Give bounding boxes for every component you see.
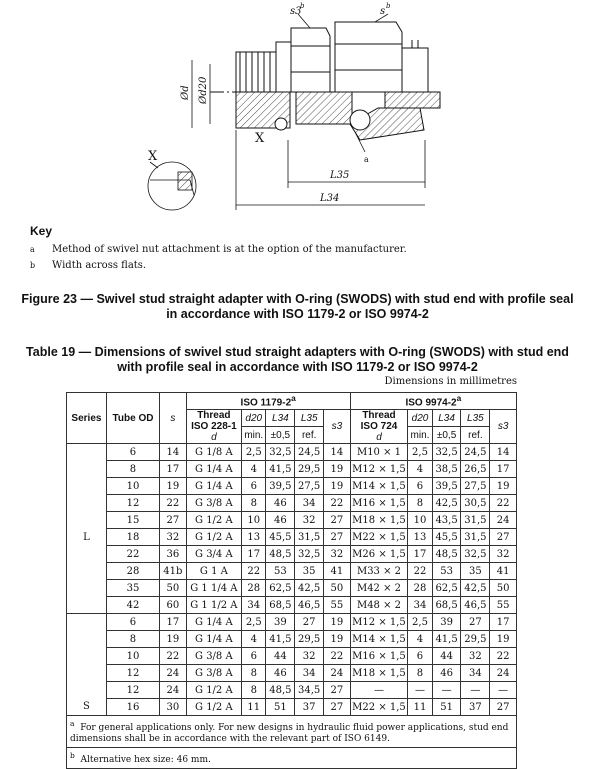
svg-text:b: b	[386, 2, 391, 10]
table-cell: 16	[106, 699, 159, 716]
table-cell: G 1/4 A	[186, 461, 241, 478]
table-cell: 24	[160, 665, 187, 682]
table-row	[67, 461, 517, 478]
series-cell	[67, 461, 107, 478]
table-cell: 55	[490, 597, 517, 614]
table-cell: 22	[106, 546, 159, 563]
table-cell: 8	[106, 631, 159, 648]
table-cell: G 3/8 A	[186, 665, 241, 682]
table-row	[67, 580, 517, 597]
table-cell: 55	[324, 597, 351, 614]
table-cell: 26,5	[461, 461, 490, 478]
table-cell: 6	[106, 444, 159, 461]
table-cell: 37	[461, 699, 490, 716]
table-cell: M42 × 2	[350, 580, 408, 597]
table-cell: 51	[432, 699, 461, 716]
table-cell: 10	[242, 512, 266, 529]
table-cell: M18 × 1,5	[350, 665, 408, 682]
table-cell: 27	[324, 529, 351, 546]
table-cell: 24	[490, 665, 517, 682]
table-cell: M33 × 2	[350, 563, 408, 580]
table-cell: 45,5	[432, 529, 461, 546]
table-cell: 8	[242, 682, 266, 699]
label-s: s	[380, 6, 386, 17]
table-cell: 24	[490, 512, 517, 529]
table-cell: 4	[408, 631, 432, 648]
table-cell: —	[490, 682, 517, 699]
label-s3: s3	[290, 6, 302, 17]
table-cell: 6	[408, 478, 432, 495]
table-cell: 46	[266, 512, 295, 529]
table-row	[67, 648, 517, 665]
table-cell: 11	[408, 699, 432, 716]
header-iso9974: ISO 9974-2$^a$	[350, 393, 516, 410]
table-cell: 50	[324, 580, 351, 597]
table-cell: 27	[324, 682, 351, 699]
table-cell: 2,5	[242, 444, 266, 461]
table-cell: 38,5	[432, 461, 461, 478]
table-cell: 53	[266, 563, 295, 580]
table-cell: 19	[324, 461, 351, 478]
table-cell: 34	[408, 597, 432, 614]
series-cell	[67, 631, 107, 648]
header-d20: d20	[408, 410, 432, 427]
table-cell: 51	[266, 699, 295, 716]
table-cell: —	[350, 682, 408, 699]
table-cell: 37	[295, 699, 324, 716]
header-s: s	[160, 393, 187, 444]
key-item: b Width across flats.	[30, 260, 147, 271]
label-l35: L35	[330, 170, 350, 181]
series-cell	[67, 614, 107, 631]
table-cell: 19	[490, 631, 517, 648]
table-row	[67, 699, 517, 716]
header-s3: s3	[490, 410, 517, 444]
table-cell: 50	[160, 580, 187, 597]
table-cell: M18 × 1,5	[350, 512, 408, 529]
header-series: Series	[67, 393, 107, 444]
table-cell: M14 × 1,5	[350, 478, 408, 495]
series-cell	[67, 563, 107, 580]
table-cell: 8	[106, 461, 159, 478]
table-cell: 6	[408, 648, 432, 665]
table-cell: 6	[242, 648, 266, 665]
table-cell: 4	[408, 461, 432, 478]
table-cell: 6	[242, 478, 266, 495]
label-a: a	[364, 155, 369, 164]
table-cell: 32,5	[461, 546, 490, 563]
table-cell: 68,5	[432, 597, 461, 614]
table-cell: 46	[266, 495, 295, 512]
table-cell: M26 × 1,5	[350, 546, 408, 563]
table-cell: M10 × 1	[350, 444, 408, 461]
series-cell	[67, 597, 107, 614]
table-cell: 8	[242, 495, 266, 512]
hex-s	[335, 22, 402, 92]
series-cell	[67, 512, 107, 529]
dimensions-note: Dimensions in millimetres	[384, 376, 517, 387]
table-row	[67, 512, 517, 529]
table-cell: G 1/4 A	[186, 614, 241, 631]
table-cell: 41,5	[266, 461, 295, 478]
table-cell: 35	[461, 563, 490, 580]
table-cell: 22	[490, 648, 517, 665]
series-cell	[67, 495, 107, 512]
table-cell: 32	[295, 648, 324, 665]
table-cell: 14	[160, 444, 187, 461]
table-body	[67, 444, 517, 716]
series-cell	[67, 444, 107, 461]
label-d: Ød	[180, 85, 191, 100]
label-x-detail: X	[148, 149, 158, 164]
header-tube-od: Tube OD	[106, 393, 159, 444]
table-cell: 22	[490, 495, 517, 512]
table-cell: G 1 A	[186, 563, 241, 580]
table-cell: 22	[242, 563, 266, 580]
table-cell: G 3/8 A	[186, 648, 241, 665]
table-cell: 42	[106, 597, 159, 614]
table-cell: 41	[490, 563, 517, 580]
table-cell: 2,5	[408, 444, 432, 461]
table-cell: 29,5	[461, 631, 490, 648]
table-cell: 32,5	[266, 444, 295, 461]
table-cell: 22	[324, 648, 351, 665]
table-cell: 46,5	[461, 597, 490, 614]
key-title: Key	[30, 224, 53, 238]
table-cell: G 1/8 A	[186, 444, 241, 461]
table-cell: 2,5	[242, 614, 266, 631]
table-cell: M16 × 1,5	[350, 648, 408, 665]
table-cell: 2,5	[408, 614, 432, 631]
table-cell: 15	[106, 512, 159, 529]
table-cell: 24,5	[295, 444, 324, 461]
key-section	[30, 224, 407, 274]
table-cell: 17	[490, 614, 517, 631]
table-cell: 28	[242, 580, 266, 597]
table-cell: 44	[266, 648, 295, 665]
table-cell: 22	[160, 495, 187, 512]
table-cell: M14 × 1,5	[350, 631, 408, 648]
table-cell: 17	[160, 614, 187, 631]
table-cell: 10	[106, 648, 159, 665]
technical-drawing	[0, 0, 595, 215]
table-cell: 41,5	[266, 631, 295, 648]
table-cell: 27	[461, 614, 490, 631]
label-x-marker: X	[255, 131, 265, 146]
table-row	[67, 682, 517, 699]
table-cell: 27	[324, 512, 351, 529]
table-cell: M22 × 1,5	[350, 529, 408, 546]
table-cell: 27,5	[461, 478, 490, 495]
table-cell: 36	[160, 546, 187, 563]
table-cell: M16 × 1,5	[350, 495, 408, 512]
table-row	[67, 495, 517, 512]
table-cell: 10	[106, 478, 159, 495]
table-cell: 41	[324, 563, 351, 580]
table-cell: 27	[324, 699, 351, 716]
table-cell: 43,5	[432, 512, 461, 529]
table-cell: G 3/8 A	[186, 495, 241, 512]
table-cell: 22	[160, 648, 187, 665]
table-cell: 13	[408, 529, 432, 546]
table-cell: 39	[432, 614, 461, 631]
label-d20: Ød20	[198, 76, 209, 104]
dimensions-table: Series Tube OD s ISO 1179-2$^a$ ISO 9974-2$^a$ Thread ISO 228-1 d d20 L34 L35 s3 Thread ISO 724 d d20 L34 L35 s3 min. ±0,5 ref. min. ±0,5 ref. 6 14 G 1/8 A 2,5 32,5 24,5 14 M10 × 1 2,5 32,5 24,5 14 8 17 G 1/4 A 4 41,5 29,5 19 M12 × 1,5 4 38,5 26,5 17 10 19 G 1/4 A 6 39,5 27,5 19 M14 × 1,5 6 39,5 27,5 19 12 22 G 3/8 A 8 46 34 22 M16 × 1,5 8 42,5 30,5 22 15 27 G 1/2 A 10 46 32 27 M18 × 1,5 10 43,5 31,5 24 L 18 32 G 1/2 A 13 45,5 31,5 27 M22 × 1,5 13 45,5 31,5 27 22 36 G 3/4 A 17 48,5 32,5 32 M26 × 1,5 17 48,5 32,5 32 28 41b G 1 A 22 53 35 41 M33 × 2 22 53 35 41 35 50 G 1 1/4 A 28 62,5 42,5 50 M42 × 2 28 62,5 42,5 50 42 60 G 1 1/2 A 34 68,5 46,5 55 M48 × 2 34 68,5 46,5 55 6 17 G 1/4 A 2,5 39 27 19 M12 × 1,5 2,5 39 27 17 8 19 G 1/4 A 4 41,5 29,5 19 M14 × 1,5 4 41,5 29,5 19 10 22 G 3/8 A 6 44 32 22 M16 × 1,5 6 44 32 22 12 24 G 3/8 A 8 46 34 24 M18 × 1,5 8 46 34 24 12 24 G 1/2 A 8 48,5 34,5 27 — — — — — S 16 30 G 1/2 A 11 51 37 27 M22 × 1,5 11 51 37 27 $^a$ For general applications only. For new designs in hydraulic fluid power applications, stud end dimensions shall be in accordance with the relevant part of ISO 6149. $^b$ Alternative hex size: 46 mm.	[66, 392, 517, 769]
table-cell: 17	[242, 546, 266, 563]
table-cell: 24	[324, 665, 351, 682]
table-cell: 27	[490, 529, 517, 546]
table-cell: 39,5	[266, 478, 295, 495]
footnote: $^b$ Alternative hex size: 46 mm.	[67, 748, 517, 769]
table-cell: 35	[106, 580, 159, 597]
table-row	[67, 665, 517, 682]
table-cell: 12	[106, 682, 159, 699]
table-cell: 39,5	[432, 478, 461, 495]
table-cell: 19	[160, 478, 187, 495]
table-cell: 30	[160, 699, 187, 716]
table-cell: G 1/2 A	[186, 512, 241, 529]
table-cell: 32,5	[432, 444, 461, 461]
series-cell	[67, 478, 107, 495]
table-cell: 53	[432, 563, 461, 580]
table-cell: G 1/2 A	[186, 699, 241, 716]
header-l34: L34	[266, 410, 295, 427]
table-cell: 39	[266, 614, 295, 631]
table-cell: 34	[242, 597, 266, 614]
table-cell: 45,5	[266, 529, 295, 546]
table-cell: 48,5	[266, 546, 295, 563]
label-l34: L34	[320, 193, 340, 204]
header-d20: d20	[242, 410, 266, 427]
table-row	[67, 614, 517, 631]
table-row	[67, 631, 517, 648]
table-cell: 8	[408, 665, 432, 682]
table-cell: 19	[324, 614, 351, 631]
header-l35: L35	[295, 410, 324, 427]
header-l35: L35	[461, 410, 490, 427]
table-cell: 35	[295, 563, 324, 580]
table-cell: 41,5	[432, 631, 461, 648]
footnote: $^a$ For general applications only. For new designs in hydraulic fluid power applications, stud end dimensions shall be in accordance with the relevant part of ISO 6149.	[67, 716, 517, 748]
table-cell: 44	[432, 648, 461, 665]
table-row	[67, 478, 517, 495]
table-cell: 14	[324, 444, 351, 461]
table-cell: 32	[324, 546, 351, 563]
table-cell: 17	[408, 546, 432, 563]
table-cell: 24	[160, 682, 187, 699]
table-cell: 32	[490, 546, 517, 563]
table-caption: Table 19 — Dimensions of swivel stud straight adapters with O-ring (SWODS) with stud end with profile seal in accordance with ISO 1179-2 or ISO 9974-2	[26, 345, 569, 374]
table-cell: 17	[160, 461, 187, 478]
table-cell: —	[432, 682, 461, 699]
table-cell: 31,5	[461, 529, 490, 546]
table-cell: 28	[106, 563, 159, 580]
table-cell: 42,5	[295, 580, 324, 597]
table-cell: 34	[461, 665, 490, 682]
table-cell: 29,5	[295, 631, 324, 648]
series-cell: S	[67, 699, 107, 716]
table-cell: 8	[242, 665, 266, 682]
table-cell: M12 × 1,5	[350, 614, 408, 631]
o-ring	[275, 118, 287, 130]
table-cell: 50	[490, 580, 517, 597]
header-s3: s3	[324, 410, 351, 444]
table-cell: 31,5	[461, 512, 490, 529]
table-cell: 24,5	[461, 444, 490, 461]
series-cell	[67, 546, 107, 563]
table-cell: 46	[432, 665, 461, 682]
table-cell: M22 × 1,5	[350, 699, 408, 716]
table-cell: 14	[490, 444, 517, 461]
table-cell: 13	[242, 529, 266, 546]
table-cell: 22	[324, 495, 351, 512]
table-cell: 19	[324, 478, 351, 495]
table-cell: 42,5	[461, 580, 490, 597]
table-cell: G 1 1/2 A	[186, 597, 241, 614]
table-cell: 27	[295, 614, 324, 631]
table-cell: 46,5	[295, 597, 324, 614]
hex-s3	[291, 28, 330, 92]
table-cell: 32,5	[295, 546, 324, 563]
table-cell: 28	[408, 580, 432, 597]
table-cell: G 1/2 A	[186, 682, 241, 699]
svg-text:b: b	[300, 2, 305, 10]
table-cell: 8	[408, 495, 432, 512]
table-cell: 30,5	[461, 495, 490, 512]
table-cell: G 1 1/4 A	[186, 580, 241, 597]
table-cell: 17	[490, 461, 517, 478]
key-item: a Method of swivel nut attachment is at the option of the manufacturer.	[30, 244, 407, 255]
table-row	[67, 546, 517, 563]
table-cell: 34	[295, 665, 324, 682]
table-cell: —	[408, 682, 432, 699]
table-cell: 27,5	[295, 478, 324, 495]
table-cell: G 1/2 A	[186, 529, 241, 546]
table-cell: 19	[324, 631, 351, 648]
table-cell: 10	[408, 512, 432, 529]
table-cell: 11	[242, 699, 266, 716]
table-cell: G 1/4 A	[186, 478, 241, 495]
series-cell	[67, 682, 107, 699]
table-cell: 32	[295, 512, 324, 529]
table-cell: M48 × 2	[350, 597, 408, 614]
table-cell: 4	[242, 461, 266, 478]
table-cell: 68,5	[266, 597, 295, 614]
table-cell: 32	[461, 648, 490, 665]
table-row	[67, 529, 517, 546]
table-cell: 34,5	[295, 682, 324, 699]
table-cell: 48,5	[266, 682, 295, 699]
ball	[350, 110, 370, 130]
table-row	[67, 444, 517, 461]
header-thread-1: Thread ISO 228-1 d	[186, 410, 241, 444]
header-l34: L34	[432, 410, 461, 427]
table-cell: 12	[106, 495, 159, 512]
table-cell: G 1/4 A	[186, 631, 241, 648]
table-cell: 62,5	[266, 580, 295, 597]
table-cell: G 3/4 A	[186, 546, 241, 563]
table-cell: 62,5	[432, 580, 461, 597]
table-cell: 29,5	[295, 461, 324, 478]
header-thread-2: Thread ISO 724 d	[350, 410, 408, 444]
table-row	[67, 563, 517, 580]
series-cell	[67, 665, 107, 682]
table-cell: M12 × 1,5	[350, 461, 408, 478]
series-cell	[67, 648, 107, 665]
table-cell: 19	[490, 478, 517, 495]
table-row	[67, 597, 517, 614]
table-cell: 34	[295, 495, 324, 512]
table-cell: 12	[106, 665, 159, 682]
table-cell: 27	[490, 699, 517, 716]
table-cell: —	[461, 682, 490, 699]
table-cell: 48,5	[432, 546, 461, 563]
table-cell: 41b	[160, 563, 187, 580]
table-cell: 18	[106, 529, 159, 546]
table-cell: 32	[160, 529, 187, 546]
table-cell: 22	[408, 563, 432, 580]
table-cell: 4	[242, 631, 266, 648]
series-cell	[67, 580, 107, 597]
table-cell: 60	[160, 597, 187, 614]
table-cell: 31,5	[295, 529, 324, 546]
table-cell: 27	[160, 512, 187, 529]
table-cell: 46	[266, 665, 295, 682]
table-cell: 19	[160, 631, 187, 648]
table-cell: 42,5	[432, 495, 461, 512]
figure-caption: Figure 23 — Swivel stud straight adapter with O-ring (SWODS) with stud end with profile seal in accordance with ISO 1179-2 or ISO 9974-2	[21, 292, 574, 321]
table-cell: 6	[106, 614, 159, 631]
series-cell: L	[67, 529, 107, 546]
header-iso1179: ISO 1179-2$^a$	[186, 393, 350, 410]
